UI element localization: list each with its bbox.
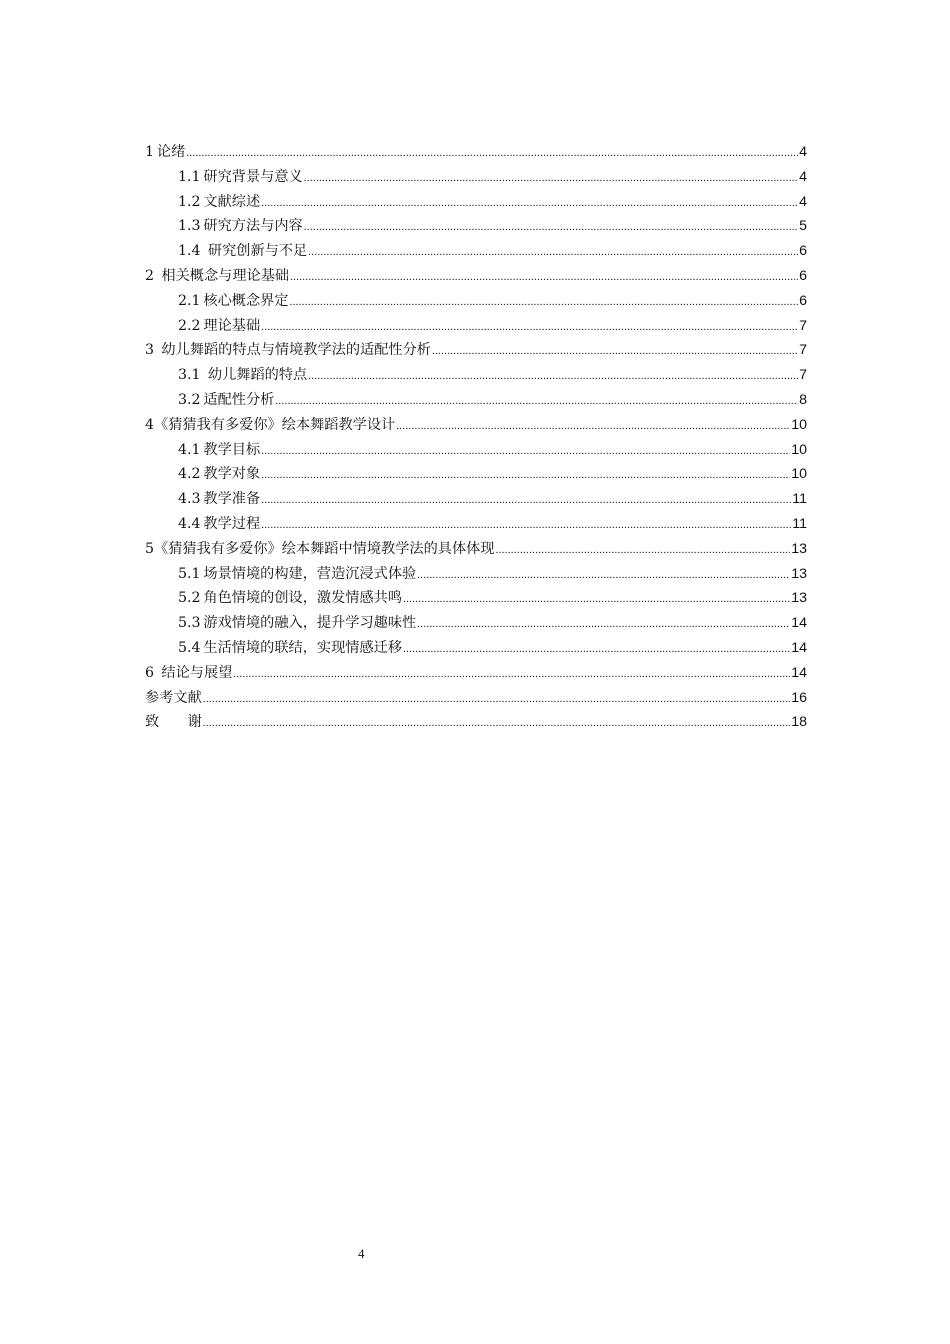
toc-leader-dots [403, 587, 790, 612]
toc-entry-page: 7 [799, 342, 807, 359]
toc-entry[interactable] [145, 686, 807, 711]
toc-entry[interactable] [145, 710, 807, 735]
toc-entry-page: 4 [799, 144, 807, 160]
toc-entry[interactable] [145, 388, 807, 413]
toc-entry[interactable] [145, 289, 807, 314]
toc-leader-dots [261, 439, 790, 464]
toc-entry-page: 6 [799, 243, 807, 260]
toc-leader-dots [308, 364, 798, 389]
toc-entry-page: 6 [799, 292, 807, 309]
toc-entry-page: 11 [792, 491, 807, 508]
toc-entry-number: 5.2 [178, 590, 201, 607]
toc-leader-dots [275, 389, 798, 414]
toc-entry-text: 适配性分析 [203, 391, 275, 408]
toc-entry-page: 4 [799, 168, 807, 185]
table-of-contents [145, 140, 807, 735]
toc-entry[interactable] [145, 636, 807, 661]
toc-entry-text: 研究背景与意义 [203, 168, 303, 185]
toc-leader-dots [203, 687, 790, 712]
toc-entry-title [145, 710, 202, 735]
toc-entry-title [178, 165, 303, 190]
toc-entry-text: 结论与展望 [156, 664, 233, 681]
toc-entry-text: 《猜猜我有多爱你》绘本舞蹈教学设计 [154, 416, 396, 433]
toc-entry-number: 4.3 [178, 491, 201, 508]
toc-entry-page: 10 [791, 416, 807, 433]
toc-leader-dots [304, 215, 798, 240]
toc-leader-dots [417, 612, 790, 637]
toc-entry[interactable] [145, 487, 807, 512]
toc-entry-page: 6 [799, 267, 807, 284]
toc-entry-page: 11 [792, 515, 807, 532]
toc-entry-page: 13 [791, 540, 807, 557]
toc-entry-title [145, 264, 289, 289]
toc-entry-text: 场景情境的构建，营造沉浸式体验 [203, 565, 417, 582]
toc-entry-page: 7 [799, 317, 807, 334]
toc-leader-dots [233, 662, 790, 687]
toc-entry-title [178, 289, 289, 314]
toc-leader-dots [432, 339, 798, 364]
toc-entry-title [145, 686, 202, 711]
toc-entry[interactable] [145, 562, 807, 587]
toc-entry-number: 1.1 [178, 168, 201, 185]
toc-entry[interactable] [145, 338, 807, 363]
toc-entry-number: 3.1 [178, 367, 201, 384]
toc-entry-number: 5.4 [178, 639, 201, 656]
toc-entry-number: 6 [145, 664, 155, 681]
toc-entry-text: 参考文献 [145, 689, 202, 706]
toc-entry-page: 7 [799, 367, 807, 384]
toc-leader-dots [496, 538, 791, 563]
toc-entry-page: 4 [799, 193, 807, 210]
toc-leader-dots [290, 290, 799, 315]
toc-leader-dots [417, 563, 790, 588]
toc-entry-text: 教学过程 [203, 515, 261, 532]
toc-entry-title [178, 636, 402, 661]
toc-entry[interactable] [145, 586, 807, 611]
toc-entry-text: 教学对象 [203, 466, 261, 483]
toc-entry-page: 8 [799, 391, 807, 408]
toc-entry-title [178, 363, 307, 388]
toc-entry-title [145, 140, 185, 165]
toc-entry-number: 2.2 [178, 317, 201, 334]
toc-entry-title [145, 338, 431, 363]
toc-entry-text: 角色情境的创设，激发情感共鸣 [203, 590, 403, 607]
toc-entry-text: 致 谢 [145, 714, 202, 731]
toc-entry-title [145, 661, 232, 686]
toc-entry-page: 5 [799, 218, 807, 235]
toc-entry-number: 4.2 [178, 466, 201, 483]
toc-entry-number: 4.4 [178, 515, 201, 532]
toc-entry-number: 5.1 [178, 565, 201, 582]
toc-entry-text: 论绪 [156, 144, 186, 160]
toc-leader-dots [290, 265, 798, 290]
toc-entry[interactable] [145, 661, 807, 686]
toc-entry-number: 3 [145, 342, 155, 359]
toc-entry[interactable] [145, 190, 807, 215]
toc-entry[interactable] [145, 438, 807, 463]
toc-entry-text: 相关概念与理论基础 [156, 267, 290, 284]
toc-entry[interactable] [145, 512, 807, 537]
toc-entry-page: 10 [791, 441, 807, 458]
toc-entry-title [145, 413, 395, 438]
toc-entry-text: 幼儿舞蹈的特点 [203, 367, 308, 384]
toc-entry-title [178, 586, 402, 611]
toc-entry-number: 1 [145, 144, 155, 160]
toc-entry-title [145, 537, 495, 562]
toc-entry[interactable] [145, 413, 807, 438]
toc-entry-text: 文献综述 [203, 193, 261, 210]
toc-entry-title [178, 512, 260, 537]
toc-entry-number: 3.2 [178, 391, 201, 408]
toc-entry[interactable] [145, 140, 807, 165]
toc-entry[interactable] [145, 611, 807, 636]
toc-entry-number: 2 [145, 267, 155, 284]
toc-entry-text: 理论基础 [203, 317, 261, 334]
toc-leader-dots [203, 711, 790, 736]
toc-entry-title [178, 239, 307, 264]
toc-entry[interactable] [145, 462, 807, 487]
toc-entry-title [178, 611, 416, 636]
toc-leader-dots [304, 166, 798, 191]
toc-entry-page: 14 [791, 664, 807, 681]
toc-entry-number: 1.3 [178, 218, 201, 235]
toc-entry-title [178, 562, 416, 587]
toc-entry-title [178, 438, 260, 463]
toc-entry-page: 13 [791, 565, 807, 582]
toc-entry-number: 4 [145, 416, 155, 433]
toc-leader-dots [261, 513, 791, 538]
toc-entry-text: 游戏情境的融入，提升学习趣味性 [203, 615, 417, 632]
toc-entry-page: 14 [791, 639, 807, 656]
toc-entry[interactable] [145, 239, 807, 264]
toc-entry[interactable] [145, 314, 807, 339]
toc-entry-number: 2.1 [178, 292, 201, 309]
toc-entry-page: 18 [791, 714, 807, 731]
toc-entry-page: 10 [791, 466, 807, 483]
toc-entry-number: 4.1 [178, 441, 201, 458]
toc-entry-page: 16 [791, 689, 807, 706]
toc-leader-dots [261, 488, 791, 513]
toc-entry-title [178, 314, 260, 339]
toc-entry-text: 幼儿舞蹈的特点与情境教学法的适配性分析 [156, 342, 431, 359]
toc-entry-title [178, 462, 260, 487]
toc-entry-text: 教学目标 [203, 441, 261, 458]
toc-leader-dots [261, 315, 798, 340]
toc-entry-number: 1.4 [178, 243, 201, 260]
toc-leader-dots [396, 414, 790, 439]
toc-entry-title [178, 190, 260, 215]
toc-entry-text: 核心概念界定 [203, 292, 289, 309]
toc-entry-text: 《猜猜我有多爱你》绘本舞蹈中情境教学法的具体体现 [154, 540, 495, 557]
toc-entry-number: 5.3 [178, 615, 201, 632]
toc-entry-text: 教学准备 [203, 491, 261, 508]
toc-leader-dots [403, 637, 790, 662]
toc-entry-text: 生活情境的联结，实现情感迁移 [203, 639, 403, 656]
toc-leader-dots [261, 463, 790, 488]
toc-entry-number: 5 [145, 540, 155, 557]
page-number: 4 [358, 1246, 365, 1261]
toc-entry-number: 1.2 [178, 193, 201, 210]
toc-leader-dots [186, 141, 798, 166]
toc-entry[interactable] [145, 363, 807, 388]
toc-entry-text: 研究方法与内容 [203, 218, 303, 235]
toc-entry-title [178, 214, 303, 239]
toc-entry[interactable] [145, 264, 807, 289]
toc-entry-page: 13 [791, 590, 807, 607]
toc-leader-dots [261, 191, 798, 216]
toc-entry-page: 14 [791, 615, 807, 632]
toc-entry[interactable] [145, 214, 807, 239]
toc-entry-text: 研究创新与不足 [203, 243, 308, 260]
toc-entry-title [178, 388, 274, 413]
toc-leader-dots [308, 240, 798, 265]
toc-entry[interactable] [145, 537, 807, 562]
toc-entry[interactable] [145, 165, 807, 190]
toc-entry-title [178, 487, 260, 512]
